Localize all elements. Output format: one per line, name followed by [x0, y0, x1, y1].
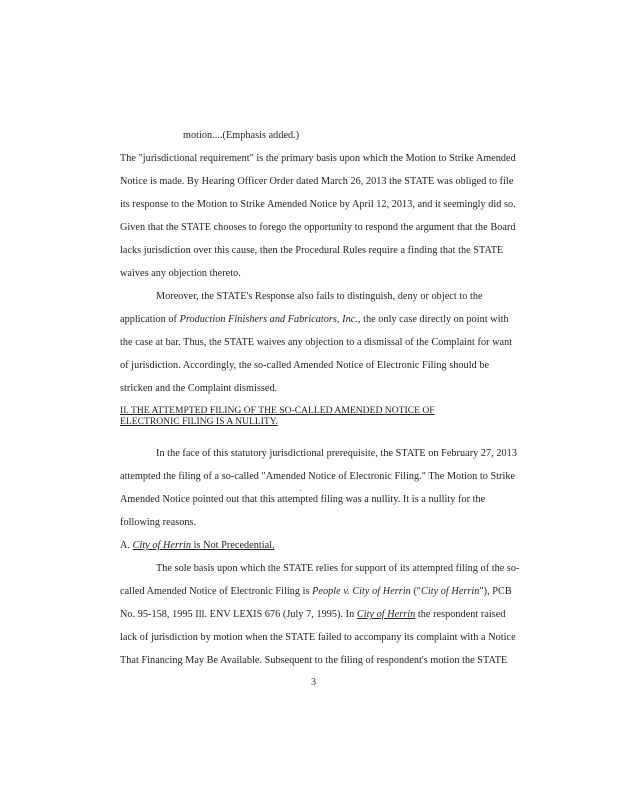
text-line: Notice is made. By Hearing Officer Order dated March 26, 2013 the STATE was obliged to file: [120, 176, 514, 187]
text-run: the respondent raised: [415, 609, 506, 620]
text-line: [120, 586, 512, 598]
case-citation-production-finishers: Production Finishers and Fabricators, Inc.: [179, 314, 358, 325]
subheading-prefix: A.: [120, 540, 133, 551]
text-line: waives any objection thereto.: [120, 268, 241, 279]
scan-speck: [300, 490, 301, 491]
text-line: The "jurisdictional requirement" is the primary basis upon which the Motion to Strike Amended: [120, 153, 516, 164]
text-line: lacks jurisdiction over this cause, then the Procedural Rules require a finding that the STATE: [120, 245, 504, 256]
text-run: , the only case directly on point with: [357, 314, 509, 325]
text-line: stricken and the Complaint dismissed.: [120, 383, 278, 394]
text-run: (": [410, 586, 422, 597]
page-number: 3: [311, 677, 316, 688]
text-line: [120, 609, 506, 621]
text-run: called Amended Notice of Electronic Filing is: [120, 586, 313, 597]
case-short-name: City of Herrin: [421, 586, 480, 597]
text-run: "), PCB: [479, 586, 512, 597]
text-line: Given that the STATE chooses to forego the opportunity to respond the argument that the Board: [120, 222, 516, 233]
text-run: application of: [120, 314, 180, 325]
text-line: attempted the filing of a so-called "Amended Notice of Electronic Filing." The Motion to Strike: [120, 471, 516, 482]
text-line: its response to the Motion to Strike Amended Notice by April 12, 2013, and it seemingly did so.: [120, 199, 516, 210]
text-line: The sole basis upon which the STATE relies for support of its attempted filing of the so-: [156, 563, 520, 574]
heading-line: ELECTRONIC FILING IS A NULLITY.: [120, 416, 278, 427]
heading-line: II. THE ATTEMPTED FILING OF THE SO-CALLED AMENDED NOTICE OF: [120, 405, 435, 416]
text-line: Amended Notice pointed out that this attempted filing was a nullity. It is a nullity for the: [120, 494, 486, 505]
text-line: lack of jurisdiction by motion when the STATE failed to accompany its complaint with a Notice: [120, 632, 516, 643]
scan-speck: [452, 348, 453, 349]
text-line: Moreover, the STATE's Response also fails to distinguish, deny or object to the: [156, 291, 483, 302]
case-citation-people-v-city-of-herrin: People v. City of Herrin: [312, 586, 411, 597]
quote-tail: motion....(Emphasis added.): [183, 130, 300, 141]
text-line: In the face of this statutory jurisdictional prerequisite, the STATE on February 27, 2013: [156, 448, 517, 459]
text-line: That Financing May Be Available. Subsequent to the filing of respondent's motion the STATE: [120, 655, 508, 666]
case-short-name: City of Herrin: [356, 609, 416, 620]
text-line: following reasons.: [120, 517, 197, 528]
text-line: the case at bar. Thus, the STATE waives any objection to a dismissal of the Complaint for want: [120, 337, 513, 348]
subheading-city-of-herrin: [120, 540, 275, 552]
subheading-suffix: is Not Precedential.: [191, 540, 275, 551]
text-line: [120, 314, 509, 326]
text-line: of jurisdiction. Accordingly, the so-called Amended Notice of Electronic Filing should be: [120, 360, 490, 371]
case-name-city-of-herrin: City of Herrin: [132, 540, 192, 551]
text-run: No. 95-158, 1995 Ill. ENV LEXIS 676 (July 7, 1995). In: [120, 609, 357, 620]
